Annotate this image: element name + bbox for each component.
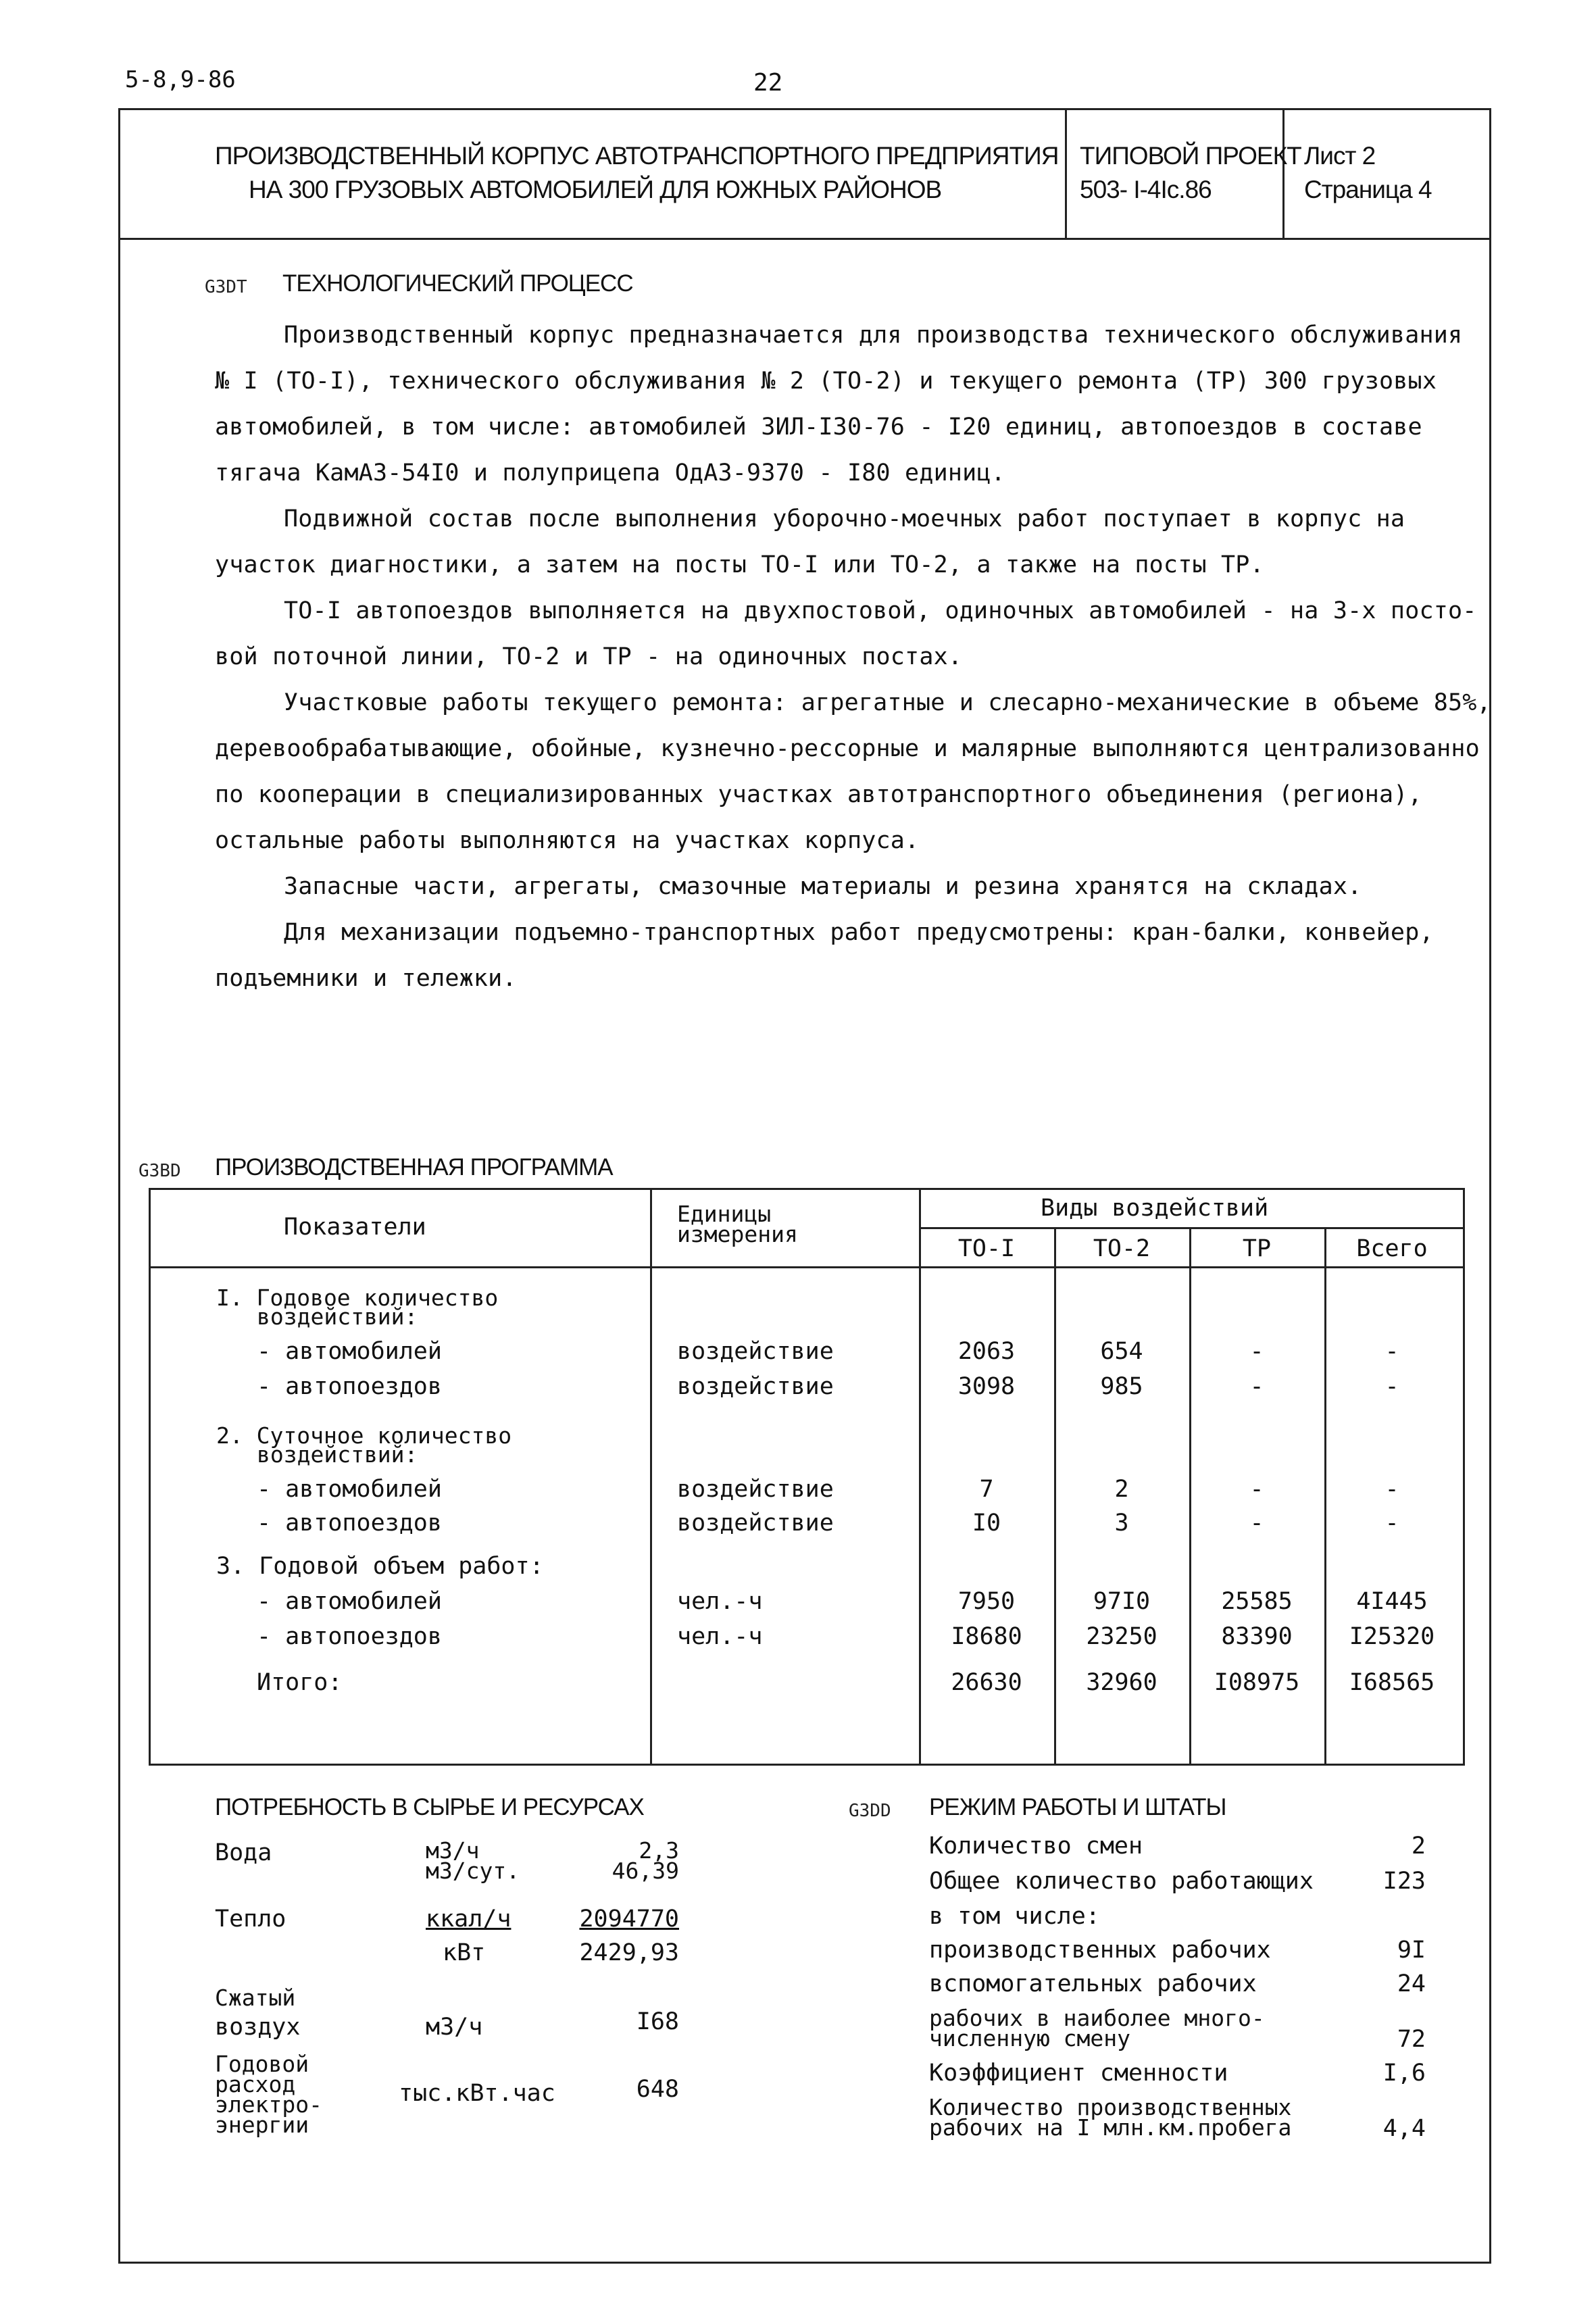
tech-process-title: ТЕХНОЛОГИЧЕСКИЙ ПРОЦЕСС (282, 270, 633, 297)
staff-row-label: в том числе: (929, 1903, 1100, 1930)
sheet-number: Лист 2 (1304, 142, 1376, 170)
staff-row-label: рабочих в наиболее много- (929, 2005, 1265, 2031)
staff-row-value: 9I (1397, 1937, 1426, 1964)
cell-to1: 7 (979, 1476, 994, 1503)
group-label: 2. Суточное количество (216, 1422, 512, 1449)
row-unit: чел.-ч (677, 1623, 763, 1650)
staff-row-value: I23 (1382, 1868, 1426, 1895)
staff-row-label: Коэффициент сменности (929, 2060, 1228, 2087)
tech-process-code: G3DT (205, 277, 247, 297)
page-label: Страница 4 (1304, 176, 1432, 203)
cell-tr: - (1249, 1476, 1264, 1503)
row-label: - автопоездов (257, 1373, 442, 1400)
row-label: - автомобилей (257, 1476, 442, 1503)
cell-total: I25320 (1349, 1623, 1435, 1650)
staff-row-label: Количество производственных (929, 2094, 1292, 2120)
cell-tr: - (1249, 1510, 1264, 1537)
cell-tr: I08975 (1214, 1669, 1300, 1696)
staff-row-label: Количество смен (929, 1833, 1143, 1860)
staff-row-value: 4,4 (1382, 2115, 1426, 2142)
water-unit-2: м3/сут. (426, 1858, 520, 1884)
col-header-to2: ТО-2 (1093, 1235, 1151, 1262)
paragraph-line: Производственный корпус предназначается для производства технического обслуживания (284, 322, 1463, 349)
staff-row-label: Общее количество работающих (929, 1868, 1314, 1895)
water-label: Вода (215, 1839, 272, 1866)
electricity-label-4: энергии (215, 2112, 309, 2138)
col-header-tr: ТР (1242, 1235, 1272, 1262)
staff-row-label-cont: рабочих на I млн.км.пробега (929, 2114, 1292, 2141)
project-label: ТИПОВОЙ ПРОЕКТ (1080, 142, 1301, 170)
electricity-value: 648 (636, 2076, 679, 2103)
paragraph-line: остальные работы выполняются на участках корпуса. (215, 827, 920, 854)
heat-label: Тепло (215, 1906, 286, 1933)
cell-to1: 2063 (957, 1338, 1016, 1365)
paragraph-line: деревообрабатывающие, обойные, кузнечно-рессорные и малярные выполняются централизованно (215, 735, 1480, 762)
air-label-2: воздух (215, 2014, 301, 2041)
production-program-table (149, 1188, 1465, 1766)
cell-to1: I0 (972, 1510, 1001, 1537)
program-title: ПРОИЗВОДСТВЕННАЯ ПРОГРАММА (215, 1154, 613, 1180)
cell-to2: 3 (1114, 1510, 1129, 1537)
cell-to2: 97I0 (1093, 1588, 1151, 1615)
page-number: 22 (753, 69, 783, 97)
paragraph-line: Для механизации подъемно-транспортных работ предусмотрены: кран-балки, конвейер, (284, 919, 1434, 946)
staff-row-value: 72 (1397, 2026, 1426, 2053)
paragraph-line: ТО-I автопоездов выполняется на двухпостовой, одиночных автомобилей - на 3-х посто- (284, 597, 1477, 624)
staff-row-label: производственных рабочих (929, 1937, 1271, 1964)
row-unit: воздействие (677, 1510, 834, 1537)
staff-row-value: 24 (1397, 1970, 1426, 1997)
paragraph-line: по кооперации в специализированных участках автотранспортного объединения (региона), (215, 781, 1422, 808)
col-header-group: Виды воздействий (1041, 1195, 1269, 1222)
cell-tr: - (1249, 1338, 1264, 1365)
row-unit: чел.-ч (677, 1588, 763, 1615)
staff-row-value: I,6 (1382, 2060, 1426, 2087)
col-header-units-1: Единицы (677, 1201, 772, 1227)
electricity-label-1: Годовой (215, 2051, 309, 2077)
paragraph-line: подъемники и тележки. (215, 965, 517, 992)
cell-to2: 2 (1114, 1476, 1129, 1503)
group-label-cont: воздействий: (257, 1303, 418, 1330)
title-block (118, 108, 1491, 240)
resources-title: ПОТРЕБНОСТЬ В СЫРЬЕ И РЕСУРСАХ (215, 1794, 644, 1820)
staff-row-value: 2 (1411, 1833, 1426, 1860)
row-label: - автопоездов (257, 1623, 442, 1650)
paragraph-line: вой поточной линии, ТО-2 и ТР - на одиночных постах. (215, 643, 963, 670)
cell-total: I68565 (1349, 1669, 1435, 1696)
row-unit: воздействие (677, 1373, 834, 1400)
electricity-unit: тыс.кВт.час (399, 2080, 555, 2107)
project-number: 503- I-4Iс.86 (1080, 176, 1212, 203)
group-label-cont: воздействий: (257, 1441, 418, 1468)
cell-total: - (1385, 1338, 1399, 1365)
col-header-to1: ТО-I (957, 1235, 1016, 1262)
cell-total: - (1385, 1476, 1399, 1503)
paragraph-line: Подвижной состав после выполнения уборочно-моечных работ поступает в корпус на (284, 505, 1405, 532)
col-header-total: Всего (1356, 1235, 1428, 1262)
cell-total: - (1385, 1373, 1399, 1400)
cell-tr: 83390 (1221, 1623, 1293, 1650)
paragraph-line: участок диагностики, а затем на посты ТО-I или ТО-2, а также на посты ТР. (215, 551, 1264, 578)
paragraph-line: Участковые работы текущего ремонта: агрегатные и слесарно-механические в объеме 85%, (284, 689, 1491, 716)
heat-unit-2: кВт (443, 1939, 486, 1966)
title-line-2: НА 300 ГРУЗОВЫХ АВТОМОБИЛЕЙ ДЛЯ ЮЖНЫХ РАЙОНОВ (249, 176, 942, 203)
row-label: - автомобилей (257, 1588, 442, 1615)
row-unit: воздействие (677, 1338, 834, 1365)
paragraph-line: автомобилей, в том числе: автомобилей ЗИЛ-I30-76 - I20 единиц, автопоездов в составе (215, 414, 1422, 441)
heat-value-1: 2094770 (579, 1906, 679, 1933)
row-label: - автомобилей (257, 1338, 442, 1365)
row-unit: воздействие (677, 1476, 834, 1503)
cell-to1: I8680 (951, 1623, 1022, 1650)
col-header-indicators: Показатели (284, 1214, 426, 1241)
paragraph-line: № I (ТО-I), технического обслуживания № 2 (ТО-2) и текущего ремонта (ТР) 300 грузовых (215, 368, 1437, 395)
water-value-1: 2,3 (639, 1837, 679, 1864)
staff-title: РЕЖИМ РАБОТЫ И ШТАТЫ (929, 1794, 1226, 1820)
paragraph-line: тягача КамАЗ-54I0 и полуприцепа ОдАЗ-9370 - I80 единиц. (215, 459, 1005, 487)
cell-total: 4I445 (1356, 1588, 1428, 1615)
heat-unit-1: ккал/ч (426, 1906, 512, 1933)
staff-code: G3DD (849, 1801, 891, 1821)
col-header-units-2: измерения (677, 1221, 798, 1247)
cell-total: - (1385, 1510, 1399, 1537)
air-unit: м3/ч (426, 2014, 483, 2041)
cell-tr: - (1249, 1373, 1264, 1400)
cell-to1: 26630 (951, 1669, 1022, 1696)
cell-to2: 23250 (1086, 1623, 1157, 1650)
staff-row-label: вспомогательных рабочих (929, 1970, 1257, 1997)
electricity-label-3: электро- (215, 2091, 322, 2118)
electricity-label-2: расход (215, 2071, 296, 2097)
cell-to2: 985 (1100, 1373, 1143, 1400)
heat-value-2: 2429,93 (579, 1939, 679, 1966)
program-code: G3BD (139, 1161, 181, 1181)
group-label: I. Годовое количество (216, 1285, 499, 1311)
staff-row-label-cont: численную смену (929, 2025, 1131, 2051)
water-unit-1: м3/ч (426, 1837, 480, 1864)
cell-to2: 654 (1100, 1338, 1143, 1365)
group-label: 3. Годовой объем работ: (216, 1553, 544, 1580)
cell-to1: 3098 (957, 1373, 1016, 1400)
row-label: - автопоездов (257, 1510, 442, 1537)
document-code: 5-8,9-86 (125, 66, 236, 93)
air-label-1: Сжатый (215, 1985, 296, 2011)
cell-tr: 25585 (1221, 1588, 1293, 1615)
air-value: I68 (636, 2008, 679, 2035)
cell-to2: 32960 (1086, 1669, 1157, 1696)
row-label: Итого: (257, 1669, 343, 1696)
water-value-2: 46,39 (612, 1858, 679, 1884)
paragraph-line: Запасные части, агрегаты, смазочные материалы и резина хранятся на складах. (284, 873, 1362, 900)
title-line-1: ПРОИЗВОДСТВЕННЫЙ КОРПУС АВТОТРАНСПОРТНОГО ПРЕДПРИЯТИЯ (215, 142, 1059, 170)
cell-to1: 7950 (957, 1588, 1016, 1615)
